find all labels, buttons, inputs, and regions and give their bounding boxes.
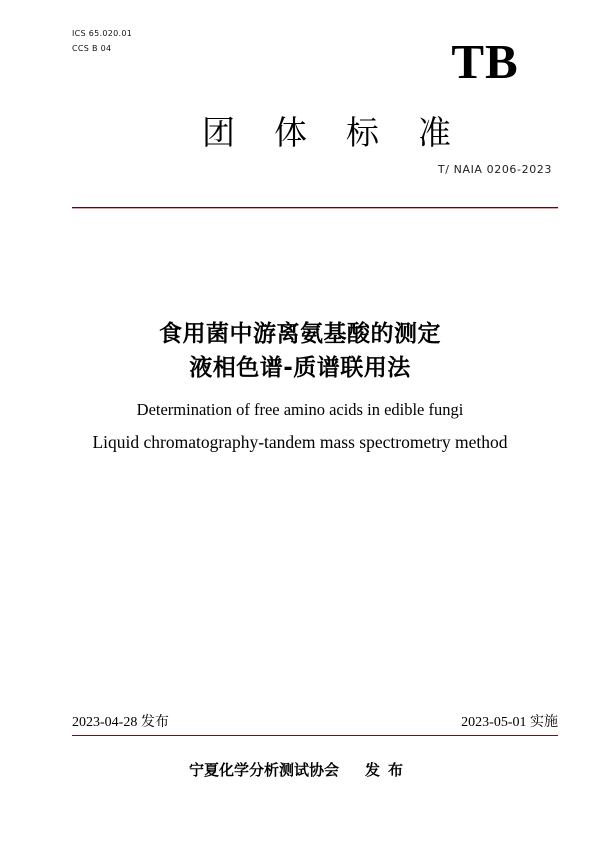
tb-logo: TB	[451, 34, 519, 89]
standard-type-char: 体	[274, 113, 307, 152]
title-en-line2: Liquid chromatography-tandem mass spectrometry method	[92, 432, 508, 452]
standard-number: T/ NAIA 0206-2023	[437, 163, 552, 176]
standard-type-char: 团	[202, 113, 235, 152]
title-en-line1: Determination of free amino acids in edible fungi	[136, 400, 464, 419]
header-divider	[72, 207, 558, 209]
implement-date: 2023-05-01 实施	[461, 715, 558, 730]
standard-type-char: 准	[418, 113, 451, 152]
publisher-name: 宁夏化学分析测试协会	[188, 761, 339, 779]
standard-type-char: 标	[346, 113, 379, 152]
standard-type-heading	[0, 110, 600, 156]
title-zh-line1: 食用菌中游离氨基酸的测定	[159, 321, 441, 347]
footer-divider	[72, 735, 558, 736]
ics-code: ICS 65.020.01	[72, 29, 133, 38]
title-zh-line2: 液相色谱-质谱联用法	[189, 355, 411, 381]
issue-date: 2023-04-28 发布	[72, 715, 169, 730]
publisher-line	[0, 760, 600, 780]
publish-label: 发布	[365, 761, 412, 779]
ccs-code: CCS B 04	[72, 44, 112, 53]
